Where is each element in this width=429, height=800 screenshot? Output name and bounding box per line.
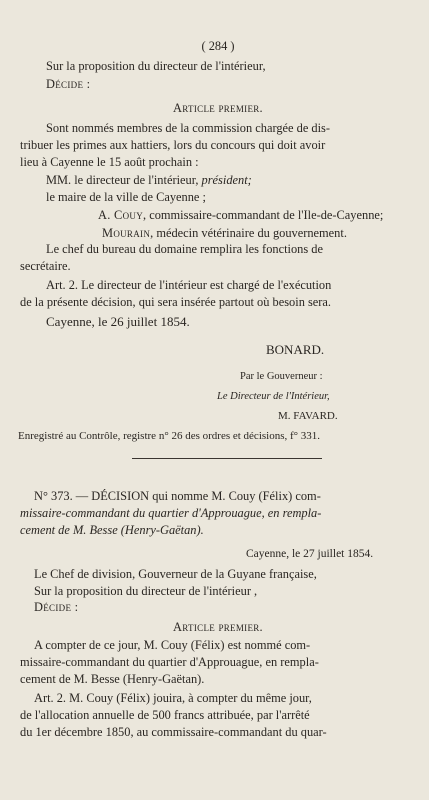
decision-heading-line-2: missaire-commandant du quartier d'Approuague, en rempla- <box>20 506 322 520</box>
article-premier-heading-2: Article premier. <box>173 620 263 634</box>
member-3-name: A. Couy <box>98 208 144 222</box>
registration-note: Enregistré au Contrôle, registre n° 26 des ordres et décisions, f° 331. <box>18 430 321 442</box>
article2-line-3: du 1er décembre 1850, au commissaire-commandant du quar- <box>20 725 327 739</box>
body-line-3: lieu à Cayenne le 15 août prochain : <box>20 155 199 169</box>
director-name: M. FAVARD. <box>278 410 338 422</box>
article1-line-1: A compter de ce jour, M. Couy (Félix) est nommé com- <box>34 638 311 652</box>
decide-label-2: Décide : <box>34 600 79 614</box>
signature-bonard: BONARD. <box>266 342 325 357</box>
art2-line-1: Art. 2. Le directeur de l'intérieur est chargé de l'exécution <box>46 278 332 292</box>
preamble-line: Le Chef de division, Gouverneur de la Guyane française, <box>34 567 317 581</box>
article2-line-1: Art. 2. M. Couy (Félix) jouira, à compter du même jour, <box>34 691 312 705</box>
section-divider <box>132 458 322 459</box>
member-line-4 <box>102 225 416 241</box>
member-1-role: président; <box>201 173 252 187</box>
member-line-1 <box>46 172 416 188</box>
article1-line-3: cement de M. Besse (Henry-Gaëtan). <box>20 672 205 686</box>
par-le-gouverneur: Par le Gouverneur : <box>240 371 323 382</box>
decision-date: Cayenne, le 27 juillet 1854. <box>246 548 374 560</box>
member-4-role: , médecin vétérinaire du gouvernement. <box>150 226 347 240</box>
body-line-1: Sont nommés membres de la commission chargée de dis- <box>46 121 331 135</box>
member-1-text: MM. le directeur de l'intérieur, <box>46 173 202 187</box>
member-line-2: le maire de la ville de Cayenne ; <box>46 190 206 204</box>
page-number: ( 284 ) <box>201 39 235 53</box>
art2-line-2: de la présente décision, qui sera insérée partout où besoin sera. <box>20 295 332 309</box>
member-4-name: Mourain <box>102 226 151 240</box>
decide-label: Décide : <box>46 77 91 91</box>
director-title: Le Directeur de l'Intérieur, <box>217 391 330 402</box>
decision-heading-line-1: N° 373. — DÉCISION qui nomme M. Couy (Félix) com- <box>34 489 321 503</box>
chef-line-1: Le chef du bureau du domaine remplira les fonctions de <box>46 242 323 256</box>
chef-line-2: secrétaire. <box>20 259 71 273</box>
article1-line-2: missaire-commandant du quartier d'Approuague, en rempla- <box>20 655 319 669</box>
article2-line-2: de l'allocation annuelle de 500 francs attribuée, par l'arrêté <box>20 708 310 722</box>
proposal-line: Sur la proposition du directeur de l'intérieur, <box>46 59 266 73</box>
body-line-2: tribuer les primes aux hattiers, lors du concours qui doit avoir <box>20 138 326 152</box>
member-line-3 <box>98 207 416 223</box>
article-premier-heading: Article premier. <box>173 101 263 115</box>
date-line: Cayenne, le 26 juillet 1854. <box>46 314 190 329</box>
proposal-line-2: Sur la proposition du directeur de l'intérieur , <box>34 584 258 598</box>
decision-heading-line-3: cement de M. Besse (Henry-Gaëtan). <box>20 523 204 537</box>
member-3-role: , commissaire-commandant de l'Ile-de-Cayenne; <box>143 208 384 222</box>
